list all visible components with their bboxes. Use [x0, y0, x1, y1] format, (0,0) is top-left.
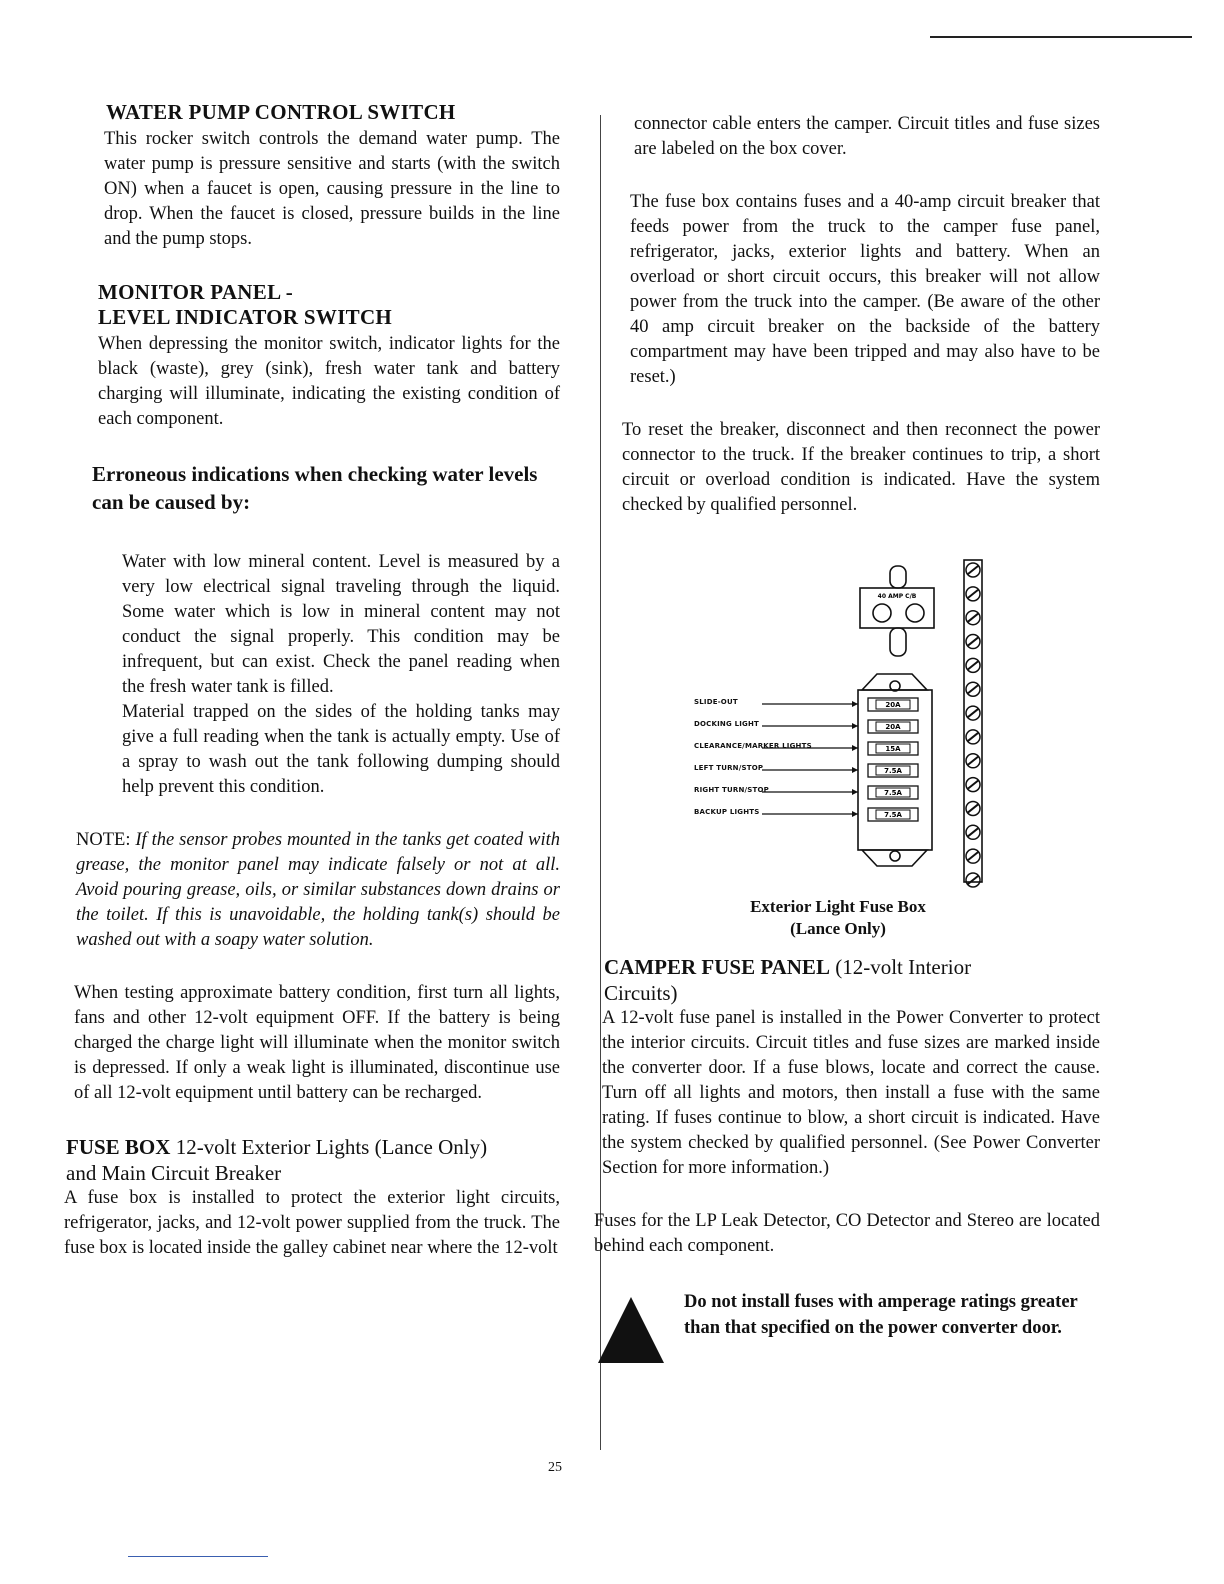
fuse-circuit-label: LEFT TURN/STOP — [694, 764, 764, 772]
left-column — [60, 100, 560, 1261]
breaker-label: 40 AMP C/B — [877, 593, 917, 600]
terminal-screw — [966, 611, 980, 625]
fuse-row — [762, 698, 918, 711]
camper-fuse-heading-bold: CAMPER FUSE PANEL — [604, 955, 830, 979]
page-number: 25 — [548, 1460, 562, 1475]
camper-fuse-body: A 12-volt fuse panel is installed in the Power Converter to protect the interior circuits. Circuit titles and fuse sizes are marked inside the converter door. If a fuse blows, locate and correct the cause. Turn off all lights and motors, then install a fuse with the same rating. If fuses continue to blow, a short circuit is indicated. Have the system checked by qualified personnel. (See Power Converter Section for more information.) — [602, 1008, 1100, 1178]
fuse-rating: 20A — [885, 723, 901, 731]
fuse-circuit-label: RIGHT TURN/STOP — [694, 786, 769, 794]
fuse-box-body: A fuse box is installed to protect the exterior light circuits, refrigerator, jacks, and 12-volt power supplied from the truck. The fuse box is located inside the galley cabinet near where the 12-volt — [64, 1188, 560, 1258]
terminal-screw — [966, 849, 980, 863]
terminal-screw — [966, 682, 980, 696]
erroneous-item-2: Material trapped on the sides of the holding tanks may give a full reading when the tank is actually empty. Use of a spray to wash out the tank following dumping should help prevent this condition. — [122, 702, 560, 797]
top-rule — [930, 36, 1192, 38]
monitor-panel-heading-2: LEVEL INDICATOR SWITCH — [98, 305, 393, 329]
terminal-screw — [966, 825, 980, 839]
erroneous-heading: Erroneous indications when checking water levels can be caused by: — [92, 462, 538, 514]
note-text: If the sensor probes mounted in the tanks get coated with grease, the monitor panel may indicate falsely or not at all. Avoid pouring grease, oils, or similar substances down drains or the toilet. If this is unavoidable, the holding tank(s) should be washed out with a soapy water solution. — [76, 830, 561, 950]
terminal-screw — [966, 563, 980, 577]
erroneous-item-1: Water with low mineral content. Level is measured by a very low electrical signal traveling through the liquid. Some water which is low in mineral content may not conduct the signal properly. This condition may be infrequent, but can exist. Check the panel reading when the fresh water tank is filled. — [122, 552, 560, 697]
warning-text: Do not install fuses with amperage ratings greater than that specified on the power converter door. — [684, 1292, 1078, 1338]
terminal-screw — [966, 658, 980, 672]
fuse-rating: 7.5A — [884, 767, 902, 775]
terminal-screw — [966, 873, 980, 887]
connector-cable-paragraph: connector cable enters the camper. Circuit titles and fuse sizes are labeled on the box cover. — [634, 114, 1100, 159]
battery-test-paragraph: When testing approximate battery condition, first turn all lights, fans and other 12-volt equipment OFF. If the battery is being charged the charge light will illuminate when the monitor switch is depressed. If only a weak light is illuminated, discontinue use of all 12-volt equipment until battery can be recharged. — [74, 983, 560, 1103]
fuse-circuit-label: BACKUP LIGHTS — [694, 808, 760, 816]
fuse-rating: 7.5A — [884, 811, 902, 819]
reset-paragraph: To reset the breaker, disconnect and then reconnect the power connector to the truck. If the breaker continues to trip, a short circuit or overload condition is indicated. Have the system checked by qualified personnel. — [622, 420, 1100, 515]
fuse-box-diagram — [612, 558, 1100, 898]
warning-triangle-icon — [596, 1295, 666, 1365]
fuse-row — [762, 786, 918, 799]
fuse-box-heading-line2: and Main Circuit Breaker — [66, 1161, 282, 1185]
fuse-box-contains-paragraph: The fuse box contains fuses and a 40-amp circuit breaker that feeds power from the truck to the camper fuse panel, refrigerator, jacks, exterior lights and battery. When an overload or short circuit occurs, this breaker will not allow power from the truck into the camper. (Be aware of the other 40 amp circuit breaker on the backside of the battery compartment may have been tripped and may also have to be reset.) — [630, 192, 1100, 387]
terminal-screw — [966, 778, 980, 792]
fuse-rating: 7.5A — [884, 789, 902, 797]
camper-fuse-heading-rest: (12-volt Interior — [829, 955, 972, 979]
camper-fuse-heading — [604, 954, 1100, 1006]
fuse-rating: 20A — [885, 701, 901, 709]
fuse-row — [762, 764, 918, 777]
note-paragraph — [76, 828, 560, 953]
monitor-panel-heading-1: MONITOR PANEL - — [98, 280, 294, 304]
figure-caption-line1: Exterior Light Fuse Box — [750, 897, 926, 916]
fuse-circuit-label: DOCKING LIGHT — [694, 720, 760, 728]
warning-block — [596, 1289, 1100, 1369]
fuse-circuit-label: CLEARANCE/MARKER LIGHTS — [694, 742, 812, 750]
terminal-screw — [966, 635, 980, 649]
fuse-rating: 15A — [885, 745, 901, 753]
fuse-circuit-label: SLIDE-OUT — [694, 698, 738, 706]
exterior-light-fuse-box-figure — [612, 558, 1100, 958]
fuse-box-heading-rest: 12-volt Exterior Lights (Lance Only) — [170, 1135, 488, 1159]
fuse-rows — [762, 698, 918, 821]
terminal-screw — [966, 706, 980, 720]
note-label: NOTE: — [76, 830, 131, 850]
fuses-lp-paragraph: Fuses for the LP Leak Detector, CO Detector and Stereo are located behind each component. — [594, 1211, 1100, 1256]
figure-caption — [612, 896, 1064, 940]
fuse-row — [762, 720, 918, 733]
terminal-screw — [966, 587, 980, 601]
terminal-screw — [966, 801, 980, 815]
right-column — [594, 112, 1100, 1369]
terminal-screw — [966, 730, 980, 744]
camper-fuse-heading-line2: Circuits) — [604, 981, 678, 1005]
water-pump-body: This rocker switch controls the demand water pump. The water pump is pressure sensitive and starts (with the switch ON) when a faucet is open, causing pressure in the line to drop. When the faucet is closed, pressure builds in the line and the pump stops. — [104, 129, 560, 249]
fuse-row — [762, 808, 918, 821]
fuse-box-heading — [66, 1134, 560, 1186]
monitor-panel-body: When depressing the monitor switch, indicator lights for the black (waste), grey (sink), fresh water tank and battery charging will illuminate, indicating the existing condition of each component. — [98, 334, 560, 429]
bottom-rule — [128, 1556, 268, 1557]
water-pump-heading: WATER PUMP CONTROL SWITCH — [106, 100, 456, 124]
terminal-screw — [966, 754, 980, 768]
circuit-breaker — [860, 566, 934, 656]
terminal-screws — [966, 563, 980, 887]
figure-caption-line2: (Lance Only) — [790, 919, 886, 938]
fuse-box-heading-bold: FUSE BOX — [66, 1135, 171, 1159]
